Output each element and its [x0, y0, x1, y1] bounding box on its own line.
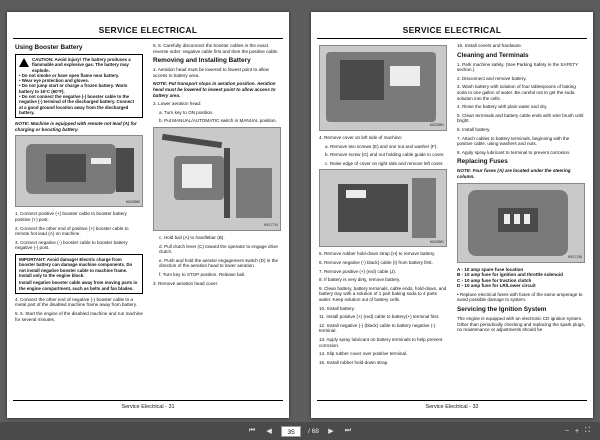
figure-code: MX23981 [429, 123, 444, 128]
note: NOTE: Put transport stops in aeration position. Aeration head must be lowered to lowest point to allow access to battery area. [153, 81, 276, 98]
caution-box [15, 54, 143, 118]
right-column-1 [319, 43, 447, 368]
fuse-legend: A - 10 amp spare fuse location [457, 266, 524, 272]
step: 14. Slip rubber cover over positive terminal. [319, 351, 408, 357]
substep: a. Remove two screws (E) and one nut and washer (F). [325, 143, 438, 149]
viewer-toolbar [0, 422, 600, 440]
step: 16. Install covers and hardware. [457, 43, 523, 48]
caution-bullet: • Do not connect the negative (-) booster cable to the negative (-) terminal of the discharged battery. Connect at a good ground location away from the discharged battery. [19, 94, 135, 115]
page-number-input[interactable]: 35 [281, 426, 301, 437]
left-column-2 [153, 43, 281, 289]
substep: c. Raise edge of cover on right side and remove left cover. [325, 160, 444, 166]
paragraph: The engine is equipped with an electronic CD ignition system. Other than periodically checking and replacing the spark plugs, no maintenance or adjustments should be [457, 316, 585, 333]
substep: b. Put MANUAL/AUTOMATIC switch in MANUAL position. [159, 118, 277, 124]
header-rule [317, 38, 587, 39]
step: 5. 5. Start the engine of the disabled machine and run machine for several minutes. [15, 310, 143, 322]
caution-bullet: • Wear eye protection and gloves. [19, 78, 90, 84]
step: 15. Install rubber hold-down strap. [319, 359, 389, 365]
fuse-legend: B - 10 amp fuse for ignition and throttle solenoid [457, 272, 563, 278]
first-page-icon[interactable]: ⏮ [248, 427, 256, 434]
footer-rule [13, 400, 283, 401]
figure-cover [319, 45, 447, 131]
fuse-legend: D - 10 amp fuse for LR/Lower circuit [457, 283, 536, 289]
step: 4. Remove cover on left side of machine: [319, 135, 403, 140]
caution-bullet: • Do not jump start or charge a frozen battery. Warm battery to 16°C (60°F). [19, 83, 128, 94]
note: NOTE: Four fuses (A) are located under the steering column. [457, 168, 571, 179]
page-header: SERVICE ELECTRICAL [98, 25, 198, 35]
substep: f. Turn key to STOP position. Release bail. [159, 271, 246, 277]
substep: d. Pull clutch lever (C) toward the operator to engage drive clutch. [159, 243, 278, 255]
figure-code: MX23981 [429, 239, 444, 244]
step: 7. Attach cables to battery terminals, beginning with the positive cable, using washers and nuts. [457, 135, 570, 147]
zoom-controls [565, 422, 590, 440]
last-page-icon[interactable]: ⏭ [344, 427, 352, 434]
step: 7. Remove positive (+) (red) cable (J). [319, 268, 397, 274]
step: 6. Remove negative (-) black) cable (I) from battery first. [319, 259, 433, 265]
step: 8. If battery is very dirty, remove battery. [319, 277, 401, 283]
step: 4. Rinse the battery with plain water and dry. [457, 104, 548, 110]
bullet: • Replace electrical fuses with fuses of the same amperage to avoid possible damage to system. [457, 291, 583, 303]
step: 3. Remove aeration head cover. [153, 280, 219, 286]
figure-booster [15, 135, 143, 207]
step: 6. 6. Carefully disconnect the booster cables in the exact reverse order: negative cable first and then the positive cable. [153, 43, 279, 54]
page-right [311, 12, 593, 418]
figure-handlebar [153, 127, 281, 231]
step: 11. Install positive (+) (red) cable to battery(+) terminal first. [319, 314, 440, 320]
section-title: Servicing the Ignition System [457, 306, 547, 314]
figure-code: MX17710 [263, 223, 278, 228]
section-title: Using Booster Battery [15, 44, 83, 51]
page-total: / 68 [308, 427, 319, 435]
step: 3. Wash battery with solution of four tablespoons of baking soda to one gallon of water. Be careful not to get the soda solution into the cells. [457, 84, 576, 101]
step: 3. Connect negative (-) booster cable to booster battery negative (-) post. [15, 239, 128, 251]
step: 5. Remove rubber hold-down strap (H) to remove battery. [319, 251, 436, 257]
page-footer: Service Electrical - 31 [121, 404, 175, 410]
important-text: IMPORTANT: Avoid damage! Electric charge from booster battery can damage machine components. Do not install negative booster cable to machine frame. Install only to the engine block. [19, 257, 133, 278]
zoom-in-icon[interactable]: + [575, 427, 580, 435]
step: 1. Aeration head must be lowered to lowest point to allow access to battery area. [153, 67, 269, 78]
next-page-icon[interactable]: ▶ [328, 428, 334, 435]
page-left [7, 12, 289, 418]
prev-page-icon[interactable]: ◀ [266, 428, 272, 435]
section-title: Replacing Fuses [457, 158, 508, 166]
step: 4. Connect the other end of negative (-) booster cable to a metal part of the disabled machine frame away from battery. [15, 296, 137, 308]
note: NOTE: Machine is equipped with remote not lead (A) for charging or boosting battery. [15, 121, 137, 132]
header-rule [13, 38, 283, 39]
step: 6. Install battery. [457, 126, 491, 132]
step: 9. Clean battery, battery terminals, cable ends, hold-down, and battery tray with a solution of 1 part baking soda to 4 parts water. Keep solution out of battery cells. [319, 285, 447, 302]
step: 2. Connect the other end of positive (+) booster cable to remote hot lead (A) on machine. [15, 225, 129, 237]
important-text: Install negative booster cable away from moving parts in the engine compartment, such as belts and fan blades. [19, 280, 138, 291]
substep: c. Hold bail (A) to handlebar (B). [159, 234, 225, 240]
step: 2. Disconnect and remove battery. [457, 75, 527, 81]
fullscreen-icon[interactable]: ⛶ [585, 427, 590, 434]
caution-text: CAUTION: Avoid injury! The battery produces a flammable and explosive gas. The battery may explode. [32, 57, 131, 73]
figure-code: MX17136 [567, 254, 582, 259]
substep: b. Remove screw (G) and nut holding cable guide to cover. [325, 152, 445, 158]
footer-rule [317, 400, 587, 401]
page-header: SERVICE ELECTRICAL [402, 25, 502, 35]
section-title: Removing and Installing Battery [153, 57, 251, 65]
figure-battery [319, 169, 447, 247]
caution-bullet: • Do not smoke or have open flame near battery. [19, 72, 120, 78]
step: 1. Park machine safely. (See Parking Safety in the SAFETY section.) [457, 61, 579, 73]
left-column-1 [15, 43, 143, 325]
figure-code: MX23980 [125, 199, 140, 204]
step: 10. Install battery. [319, 305, 355, 311]
page-footer: Service Electrical - 32 [425, 404, 479, 410]
step: 13. Apply spray lubricant on battery terminals to help prevent corrosion. [319, 336, 443, 348]
step: 5. Clean terminals and battery cable ends with wire brush until bright. [457, 112, 584, 124]
substep: a. Turn key to ON position. [159, 109, 214, 115]
fuse-legend: C - 10 amp fuse for traction clutch [457, 277, 532, 283]
step: 8. Apply spray lubricant to terminal to prevent corrosion. [457, 149, 571, 155]
step: 12. Install negative (-) (black) cable to battery negative (-) terminal. [319, 322, 436, 334]
step: 1. Connect positive (+) booster cable to booster battery positive (+) post. [15, 211, 127, 223]
figure-fuses [457, 183, 585, 263]
warning-icon [19, 58, 29, 67]
right-column-2 [457, 43, 585, 336]
substep: e. Push and hold the aerator engagement switch (D) in the direction of the aeration head to lower aeration. [159, 257, 278, 269]
section-title: Cleaning and Terminals [457, 51, 529, 59]
zoom-out-icon[interactable]: − [564, 427, 569, 435]
step: 2. Lower aeration head: [153, 101, 202, 107]
important-box [15, 254, 143, 294]
